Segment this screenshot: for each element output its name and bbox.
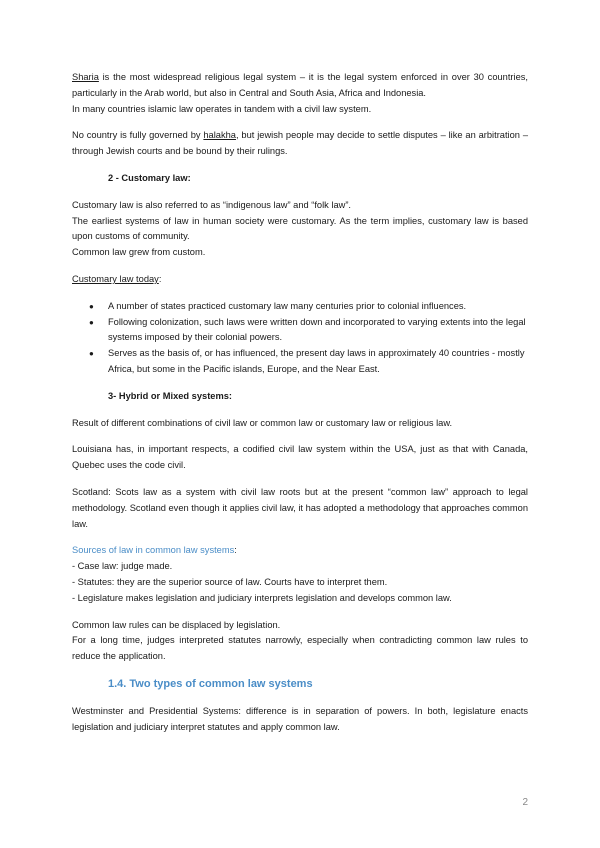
sources-item: - Statutes: they are the superior source of law. Courts have to interpret them.: [72, 576, 388, 587]
islamic-law-line: In many countries islamic law operates in tandem with a civil law system.: [72, 103, 372, 114]
document-page: [72, 70, 528, 736]
bullet-icon: ●: [89, 317, 94, 327]
scotland-paragraph: Scotland: Scots law as a system with civil law roots but at the present “common law” approach to legal methodology. Scotland even though it applies civil law, it has adopted a methodology that approaches common law.: [72, 486, 528, 529]
narrow-interpretation-line: For a long time, judges interpreted statutes narrowly, especially when contradicting common law rules to reduce the application.: [72, 635, 528, 662]
sharia-term: Sharia: [72, 72, 99, 82]
bullet-icon: ●: [89, 349, 94, 359]
customary-today-label: [72, 272, 528, 288]
sources-heading: [72, 543, 528, 559]
louisiana-paragraph: Louisiana has, in important respects, a codified civil law system within the USA, just as that with Canada, Quebec uses the code civil.: [72, 444, 528, 471]
westminster-paragraph: Westminster and Presidential Systems: difference is in separation of powers. In both, legislature enacts legislation and judiciary interpret statutes and apply common law.: [72, 705, 528, 732]
bullet-icon: ●: [89, 301, 94, 311]
customary-today-colon: :: [158, 273, 162, 284]
sources-heading-colon: :: [234, 545, 237, 556]
list-item-text: Serves as the basis of, or has influenced, the present day laws in approximately 40 countries - mostly Africa, but some in the Pacific islands, Europe, and the Near East.: [108, 348, 525, 374]
halakha-term: halakha: [203, 130, 236, 141]
sources-item: - Legislature makes legislation and judiciary interprets legislation and develops common law.: [72, 592, 452, 603]
customary-line-2: The earliest systems of law in human society were customary. As the term implies, customary law is based upon customs of community.: [72, 215, 528, 242]
list-item-text: Following colonization, such laws were written down and incorporated to varying extents into the legal systems imposed by their colonial powers.: [108, 316, 526, 343]
list-item: [72, 346, 528, 378]
list-item: [72, 299, 528, 315]
halakha-before: No country is fully governed by: [72, 130, 204, 141]
list-item-text: A number of states practiced customary law many centuries prior to colonial influences.: [108, 300, 467, 311]
list-item: [72, 315, 528, 347]
hybrid-heading: 3- Hybrid or Mixed systems:: [108, 390, 232, 401]
displaced-line: Common law rules can be displaced by legislation.: [72, 619, 281, 630]
customary-today-text: Customary law today: [72, 273, 159, 284]
customary-line-3: Common law grew from custom.: [72, 247, 206, 258]
sources-heading-text: Sources of law in common law systems: [72, 545, 235, 556]
sharia-paragraph: [72, 70, 528, 102]
sources-item: - Case law: judge made.: [72, 561, 173, 572]
page-number: 2: [522, 797, 528, 808]
customary-line-1: Customary law is also referred to as “indigenous law” and “folk law”.: [72, 199, 352, 210]
hybrid-paragraph: Result of different combinations of civil law or common law or customary law or religious law.: [72, 417, 453, 428]
customary-bullet-list: [72, 299, 528, 378]
halakha-paragraph: [72, 128, 528, 160]
section-heading: 1.4. Two types of common law systems: [108, 677, 313, 690]
sharia-text: is the most widespread religious legal system – it is the legal system enforced in over 30 countries, particularly in the Arab world, but also in Central and South Asia, Africa and Indonesia.: [72, 72, 528, 98]
customary-law-heading: 2 - Customary law:: [108, 172, 191, 183]
halakha-after: , but jewish people may decide to settle disputes – like an arbitration –through Jewish courts and be bound by their rulings.: [72, 130, 528, 157]
